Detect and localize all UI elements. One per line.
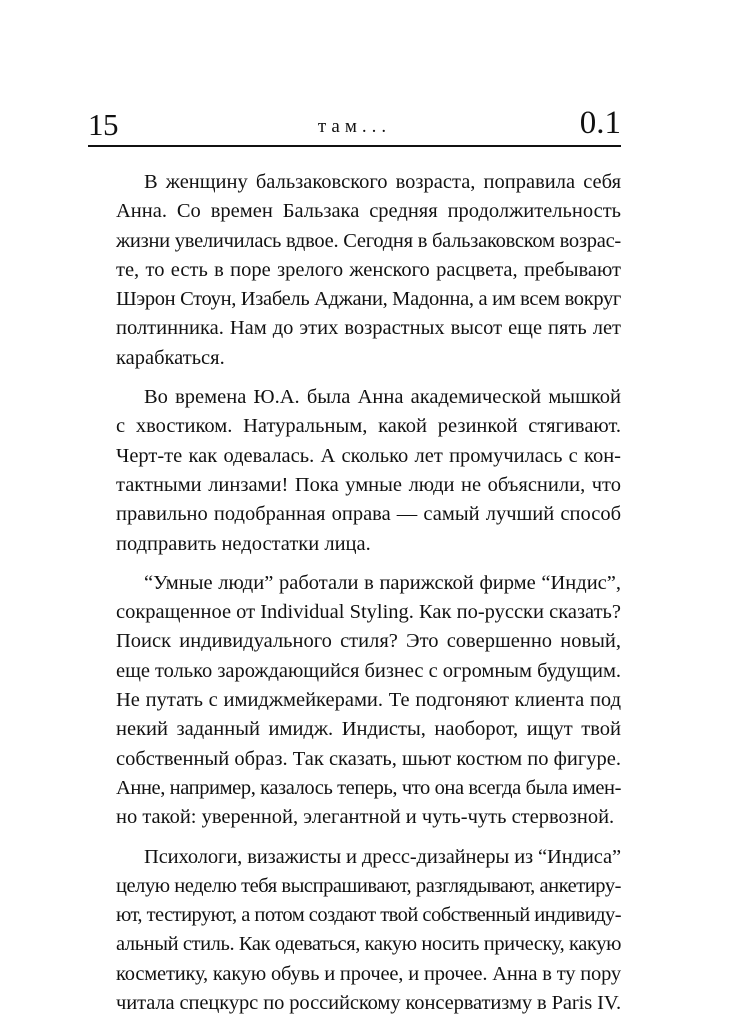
- text-line: Анна. Со времен Бальзака средняя продолжительность: [116, 200, 621, 223]
- text-line: Поиск индивидуального стиля? Это совершенно новый,: [116, 630, 621, 653]
- text-line: Во времена Ю.А. была Анна академической мышкой: [144, 386, 621, 409]
- running-head: [88, 98, 621, 146]
- text-line: сокращенное от Individual Styling. Как по-русски сказать?: [116, 601, 621, 624]
- text-line: Не путать с имиджмейкерами. Те подгоняют клиента под: [116, 689, 621, 712]
- text-line: с хвостиком. Натуральным, какой резинкой стягивают.: [116, 415, 621, 438]
- paragraph: [88, 569, 621, 833]
- text-line: Психологи, визажисты и дресс-дизайнеры из “Индиса”: [144, 845, 621, 868]
- text-line: некий заданный имидж. Индисты, наоборот, ищут твой: [116, 718, 621, 741]
- text-line: подправить недостатки лица.: [116, 532, 371, 555]
- section-number: 0.1: [579, 105, 621, 141]
- text-line: ют, тестируют, а потом создают твой собственный индивиду-: [116, 904, 621, 927]
- text-line: полтинника. Нам до этих возрастных высот еще пять лет: [116, 317, 621, 340]
- text-line: альный стиль. Как одеваться, какую носить прическу, какую: [116, 933, 621, 956]
- text-line: В женщину бальзаковского возраста, поправила себя: [144, 171, 621, 193]
- text-line: косметику, какую обувь и прочее, и прочее. Анна в ту пору: [116, 962, 621, 985]
- text-line: еще только зарождающийся бизнес с огромным будущим.: [116, 659, 621, 682]
- text-line: карабкаться.: [116, 346, 225, 369]
- header-rule: [88, 145, 621, 147]
- text-line: жизни увеличилась вдвое. Сегодня в бальзаковском возрас-: [116, 229, 621, 252]
- text-line: те, то есть в поре зрелого женского расцвета, пребывают: [116, 258, 621, 281]
- body-text: [88, 168, 621, 1028]
- paragraph: [88, 843, 621, 1019]
- paragraph: [88, 168, 621, 373]
- text-line: тактными линзами! Пока умные люди не объяснили, что: [116, 473, 621, 496]
- text-line: “Умные люди” работали в парижской фирме “Индис”,: [144, 571, 621, 594]
- text-line: правильно подобранная оправа — самый лучший способ: [116, 503, 621, 526]
- text-line: но такой: уверенной, элегантной и чуть-чуть стервозной.: [116, 806, 615, 829]
- text-line: Анне, например, казалось теперь, что она всегда была имен-: [116, 776, 621, 799]
- text-line: собственный образ. Так сказать, шьют костюм по фигуре.: [116, 747, 621, 770]
- running-title: там...: [317, 116, 392, 137]
- text-line: Черт-те как одевалась. А сколько лет промучилась с кон-: [116, 444, 621, 467]
- text-line: Шэрон Стоун, Изабель Аджани, Мадонна, а им всем вокруг: [116, 288, 621, 311]
- paragraph: [88, 383, 621, 559]
- text-line: читала спецкурс по российскому консерватизму в Paris IV.: [116, 992, 621, 1015]
- page-number: 15: [88, 107, 118, 142]
- text-line: целую неделю тебя выспрашивают, разглядывают, анкетиру-: [116, 874, 621, 897]
